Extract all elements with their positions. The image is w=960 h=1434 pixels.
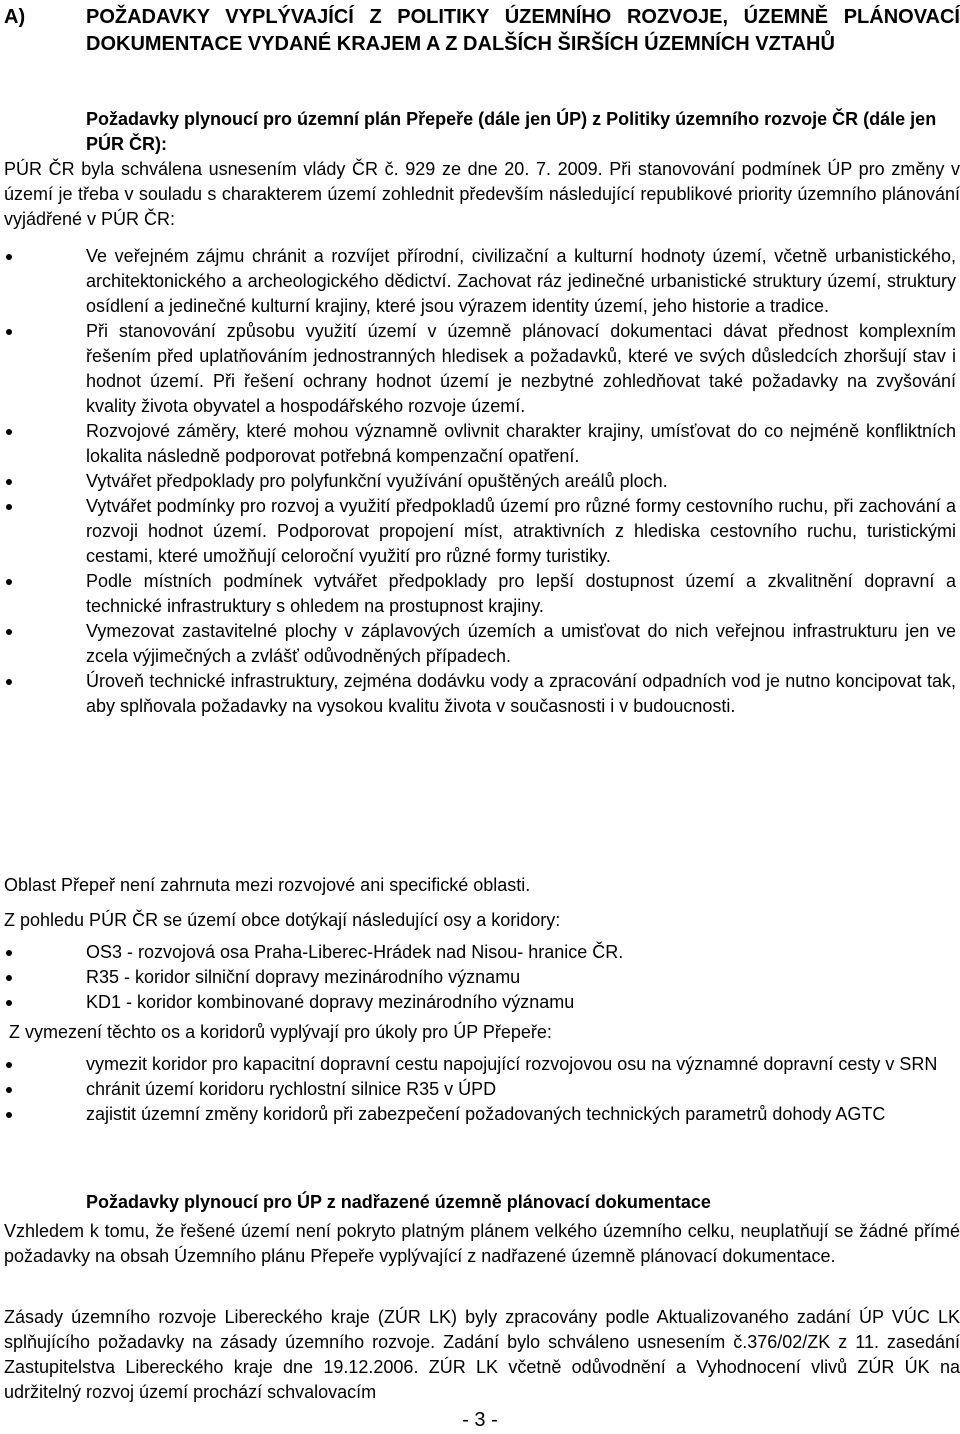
bullet-icon <box>6 329 12 335</box>
bullet-icon <box>6 1062 12 1068</box>
list-item: Při stanovování způsobu využití území v územně plánovací dokumentaci dávat přednost komplexním řešením před uplatňováním jednostranných hledisek a požadavků, které ve svých důsledcích zhoršují stav i hodnot území. Při řešení ochrany hodnot území je nezbytné zohledňovat také požadavky na zvyšování kvality života obyvatel a hospodářského rozvoje území. <box>0 319 960 419</box>
list-item: vymezit koridor pro kapacitní dopravní cestu napojující rozvojovou osu na významné dopravní cesty v SRN <box>0 1052 960 1077</box>
bullet-icon <box>6 579 12 585</box>
bullet-icon <box>6 504 12 510</box>
list-item: Vytvářet předpoklady pro polyfunkční využívání opuštěných areálů ploch. <box>0 469 960 494</box>
list-item: Úroveň technické infrastruktury, zejména dodávku vody a zpracování odpadních vod je nutno koncipovat tak, aby splňovala požadavky na vysokou kvalitu života v současnosti i v budoucnosti. <box>0 669 960 719</box>
bullet-icon <box>6 429 12 435</box>
bullet-icon <box>6 1112 12 1118</box>
list-item: Vymezovat zastavitelné plochy v záplavových územích a umisťovat do nich veřejnou infrastrukturu jen ve zcela výjimečných a zvlášť odůvodněných případech. <box>0 619 960 669</box>
list-item: Podle místních podmínek vytvářet předpoklady pro lepší dostupnost území a zkvalitnění dopravní a technické infrastruktury s ohledem na prostupnost krajiny. <box>0 569 960 619</box>
list-item: zajistit územní změny koridorů při zabezpečení požadovaných technických parametrů dohody AGTC <box>0 1102 960 1127</box>
bullet-icon <box>6 1000 12 1006</box>
bullet-icon <box>6 975 12 981</box>
subheading-nadrazena-upd: Požadavky plynoucí pro ÚP z nadřazené územně plánovací dokumentace <box>86 1192 711 1212</box>
bullet-icon <box>6 254 12 260</box>
section-letter: A) <box>4 6 26 28</box>
intro-paragraph: PÚR ČR byla schválena usnesením vlády ČR č. 929 ze dne 20. 7. 2009. Při stanovování podmínek ÚP pro změny v území je třeba v souladu s charakterem území zohlednit především následující republikové priority územního plánování vyjádřené v PÚR ČR: <box>4 159 960 229</box>
list-item: R35 - koridor silniční dopravy mezinárodního významu <box>0 965 960 990</box>
bullet-icon <box>6 679 12 685</box>
bullet-icon <box>6 479 12 485</box>
list-item: chránit území koridoru rychlostní silnice R35 v ÚPD <box>0 1077 960 1102</box>
axes-intro: Z pohledu PÚR ČR se území obce dotýkají následující osy a koridory: <box>4 910 561 930</box>
page-number: - 3 - <box>462 1409 498 1431</box>
section-title: POŽADAVKY VYPLÝVAJÍCÍ Z POLITIKY ÚZEMNÍHO ROZVOJE, ÚZEMNĚ PLÁNOVACÍ DOKUMENTACE VYDANÉ KRAJEM A Z DALŠÍCH ŠIRŠÍCH ÚZEMNÍCH VZTAHŮ <box>86 6 960 55</box>
paragraph-vuc: Vzhledem k tomu, že řešené území není pokryto platným plánem velkého územního celku, neuplatňují se žádné přímé požadavky na obsah Územního plánu Přepeře vyplývající z nadřazené územně plánovací dokumentace. <box>4 1221 960 1266</box>
area-note: Oblast Přepeř není zahrnuta mezi rozvojové ani specifické oblasti. <box>4 875 531 895</box>
list-item: OS3 - rozvojová osa Praha-Liberec-Hrádek nad Nisou- hranice ČR. <box>0 940 960 965</box>
bullet-icon <box>6 1087 12 1093</box>
list-item: Rozvojové záměry, které mohou významně ovlivnit charakter krajiny, umísťovat do co nejméně konfliktních lokalita následně podporovat potřebná kompenzační opatření. <box>0 419 960 469</box>
tasks-intro: Z vymezení těchto os a koridorů vyplývají pro úkoly pro ÚP Přepeře: <box>4 1022 552 1042</box>
bullet-icon <box>6 629 12 635</box>
subheading-pur: Požadavky plynoucí pro územní plán Přepeře (dále jen ÚP) z Politiky územního rozvoje ČR (dále jen PÚR ČR): <box>86 109 937 154</box>
axes-list <box>0 940 960 1015</box>
list-item: Vytvářet podmínky pro rozvoj a využití předpokladů území pro různé formy cestovního ruchu, při zachování a rozvoji hodnot území. Podporovat propojení míst, atraktivních z hlediska cestovního ruchu, turistickými cestami, které umožňují celoroční využití pro různé formy turistiky. <box>0 494 960 569</box>
list-item: Ve veřejném zájmu chránit a rozvíjet přírodní, civilizační a kulturní hodnoty území, včetně urbanistického, architektonického a archeologického dědictví. Zachovat ráz jedinečné urbanistické struktury území, struktury osídlení a jedinečné kulturní krajiny, které jsou výrazem identity území, jeho historie a tradice. <box>0 244 960 319</box>
tasks-list <box>0 1052 960 1127</box>
bullet-icon <box>6 950 12 956</box>
priorities-list <box>0 244 960 719</box>
paragraph-zur: Zásady územního rozvoje Libereckého kraje (ZÚR LK) byly zpracovány podle Aktualizovaného zadání ÚP VÚC LK splňujícího požadavky na zásady územního rozvoje. Zadání bylo schváleno usnesením č.376/02/ZK z 11. zasedání Zastupitelstva Libereckého kraje dne 19.12.2006. ZÚR LK včetně odůvodnění a Vyhodnocení vlivů ZÚR ÚK na udržitelný rozvoj území prochází schvalovacím <box>4 1307 960 1402</box>
section-heading <box>4 4 960 58</box>
list-item: KD1 - koridor kombinované dopravy mezinárodního významu <box>0 990 960 1015</box>
